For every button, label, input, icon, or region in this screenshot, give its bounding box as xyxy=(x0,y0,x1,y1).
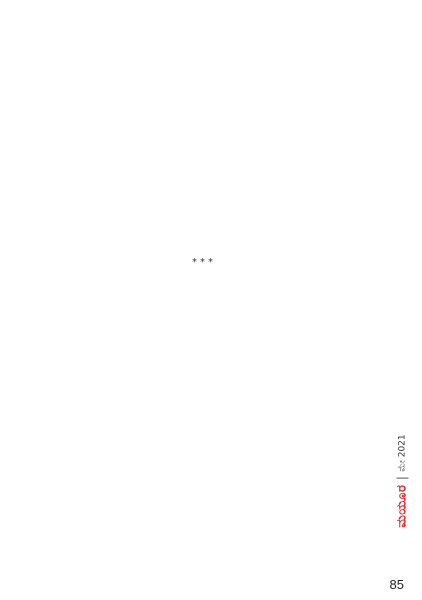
issue-date: ಮೇ 2021 xyxy=(397,434,407,472)
article-paragraph xyxy=(34,270,374,299)
article-body xyxy=(34,22,374,544)
article-paragraph xyxy=(34,211,374,255)
paragraph-group-before-separator xyxy=(34,22,374,255)
sidebar-divider xyxy=(396,478,408,479)
paragraph-group-after-separator xyxy=(34,270,374,544)
article-paragraph xyxy=(34,503,374,544)
page-number: 85 xyxy=(389,577,404,592)
sidebar-vertical-wrap xyxy=(390,396,414,566)
article-paragraph xyxy=(34,299,374,445)
issue-sidebar xyxy=(390,396,414,566)
sidebar-rotated-label xyxy=(395,434,410,527)
article-paragraph xyxy=(34,22,374,138)
magazine-brand: ಮಯೂರ xyxy=(394,484,410,528)
article-paragraph xyxy=(34,444,374,502)
article-paragraph xyxy=(34,138,374,211)
section-separator: *** xyxy=(192,256,216,268)
